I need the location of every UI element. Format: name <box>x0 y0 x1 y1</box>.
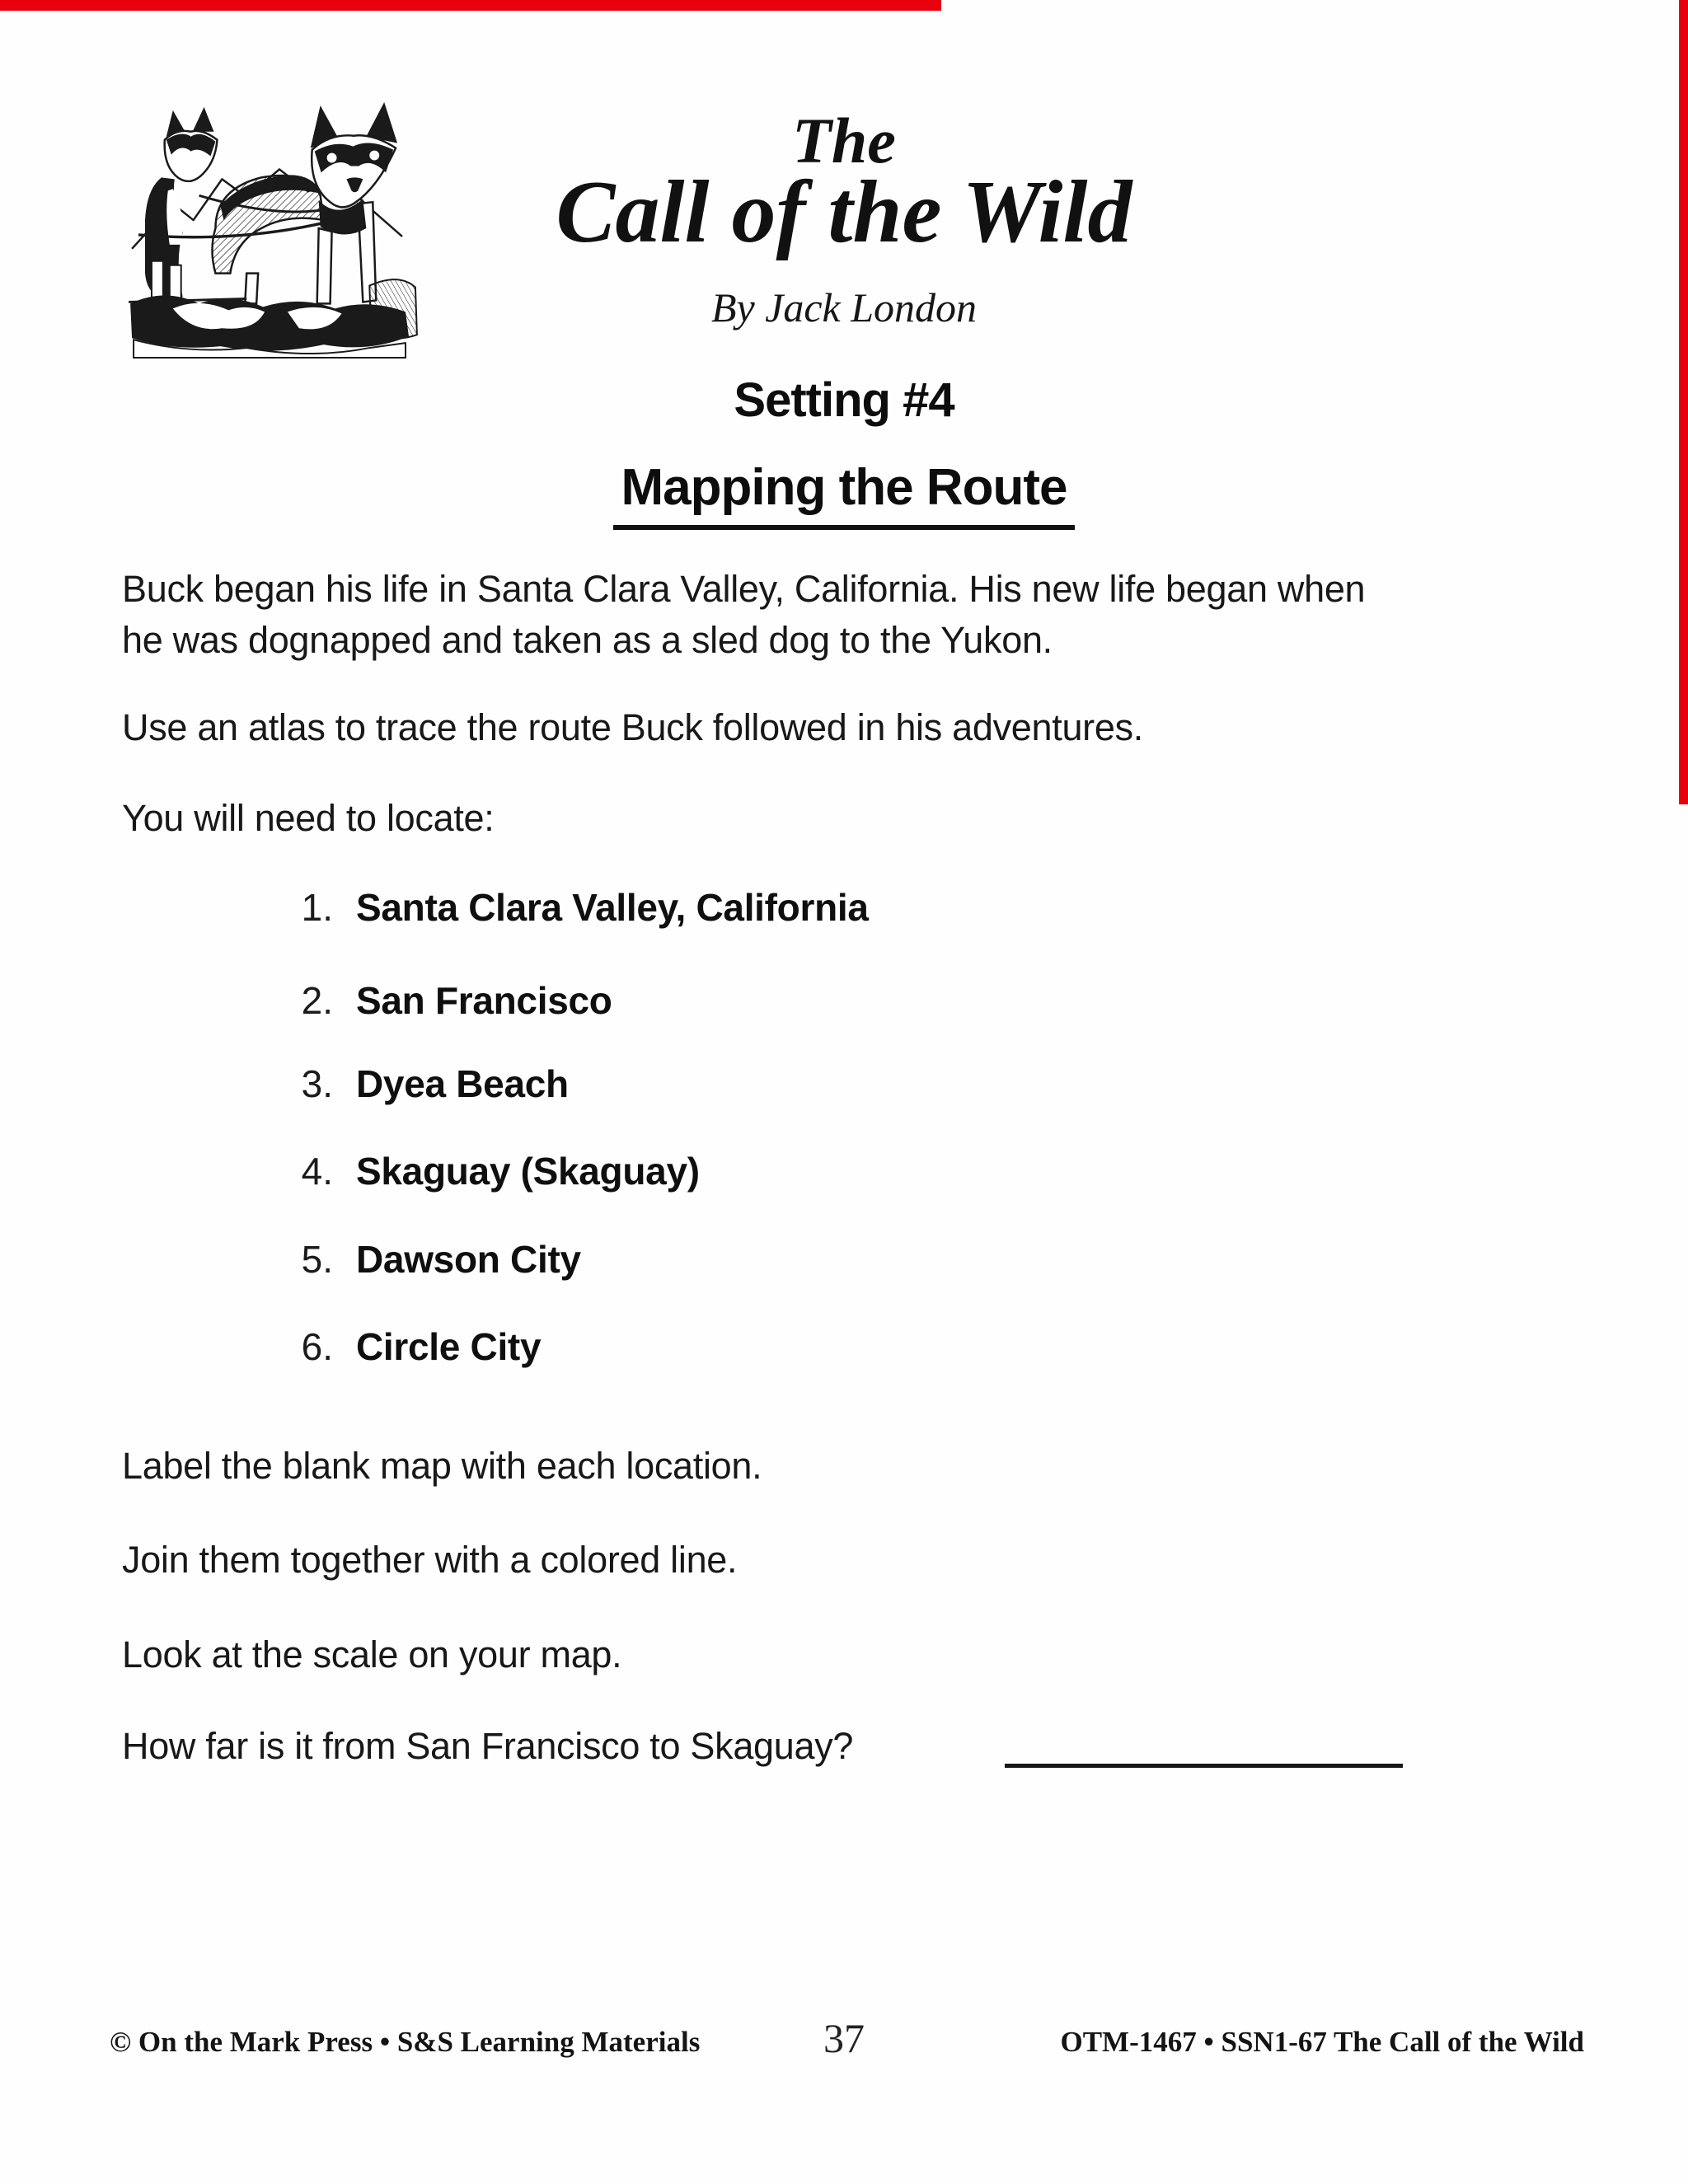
locate-intro: You will need to locate: <box>122 797 495 839</box>
footer-product-code: OTM-1467 • SSN1-67 The Call of the Wild <box>1060 2026 1584 2058</box>
location-label-skaguay: Skaguay (Skaguay) <box>356 1150 700 1193</box>
intro-paragraph <box>122 564 1365 666</box>
distance-question: How far is it from San Francisco to Skaguay? <box>122 1725 854 1767</box>
location-label-dyea-beach: Dyea Beach <box>356 1062 569 1105</box>
setting-heading: Setting #4 <box>734 373 954 427</box>
instruction-label-map: Label the blank map with each location. <box>122 1445 762 1487</box>
location-number: 1. <box>301 886 333 929</box>
location-label-dawson-city: Dawson City <box>356 1238 581 1281</box>
instruction-look-scale: Look at the scale on your map. <box>122 1633 622 1675</box>
footer-publisher: © On the Mark Press • S&S Learning Materials <box>110 2026 701 2058</box>
location-label-santa-clara: Santa Clara Valley, California <box>356 886 869 929</box>
location-number: 5. <box>301 1238 333 1281</box>
atlas-instruction: Use an atlas to trace the route Buck followed in his adventures. <box>122 706 1143 748</box>
location-label-circle-city: Circle City <box>356 1325 542 1368</box>
intro-paragraph-line2: he was dognapped and taken as a sled dog to the Yukon. <box>122 619 1053 661</box>
footer-page-number: 37 <box>823 2015 865 2061</box>
location-number: 4. <box>301 1150 333 1193</box>
instruction-join-line: Join them together with a colored line. <box>122 1539 738 1581</box>
location-number: 2. <box>301 979 333 1022</box>
location-number: 6. <box>301 1325 333 1368</box>
intro-paragraph-line1: Buck began his life in Santa Clara Valley, California. His new life began when <box>122 568 1366 610</box>
answer-blank-line <box>1005 1764 1403 1768</box>
activity-heading-text: Mapping the Route <box>613 458 1076 530</box>
byline: By Jack London <box>710 284 978 330</box>
location-label-san-francisco: San Francisco <box>356 979 612 1022</box>
book-title-line2: Call of the Wild <box>556 163 1132 261</box>
activity-heading <box>0 458 1688 530</box>
scan-artifact-top-edge <box>0 0 941 11</box>
book-title-line1: The <box>792 105 896 176</box>
location-number: 3. <box>301 1062 333 1105</box>
